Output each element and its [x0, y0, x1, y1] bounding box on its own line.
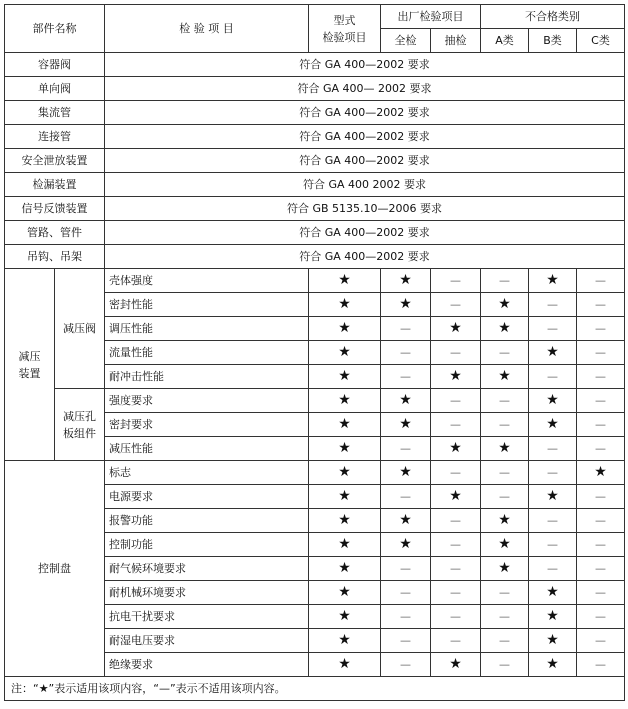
header-defect-class: 不合格类别	[481, 5, 625, 29]
header-class-a: A类	[481, 29, 529, 53]
table-row	[5, 245, 625, 269]
check-item-cell: 调压性能	[105, 317, 309, 341]
not-applicable-dash-mark: —	[381, 437, 431, 461]
applicable-star-mark: ★	[381, 389, 431, 413]
not-applicable-dash-mark: —	[577, 413, 625, 437]
not-applicable-dash-mark: —	[577, 509, 625, 533]
applicable-star-mark: ★	[577, 461, 625, 485]
not-applicable-dash-mark: —	[431, 509, 481, 533]
not-applicable-dash-mark: —	[577, 605, 625, 629]
applicable-star-mark: ★	[481, 365, 529, 389]
applicable-star-mark: ★	[529, 605, 577, 629]
header-type-test	[309, 5, 381, 53]
table-note: 注：“★”表示适用该项内容，“—”表示不适用该项内容。	[5, 677, 625, 701]
not-applicable-dash-mark: —	[431, 293, 481, 317]
applicable-star-mark: ★	[381, 461, 431, 485]
header-type-test-line1: 型式	[333, 13, 356, 27]
applicable-star-mark: ★	[529, 653, 577, 677]
requirement-cell: 符合 GA 400—2002 要求	[105, 53, 625, 77]
table-row	[5, 149, 625, 173]
requirement-cell: 符合 GA 400—2002 要求	[105, 245, 625, 269]
check-item-cell: 耐气候环境要求	[105, 557, 309, 581]
not-applicable-dash-mark: —	[431, 581, 481, 605]
not-applicable-dash-mark: —	[577, 485, 625, 509]
not-applicable-dash-mark: —	[529, 365, 577, 389]
not-applicable-dash-mark: —	[381, 365, 431, 389]
check-item-cell: 耐机械环境要求	[105, 581, 309, 605]
not-applicable-dash-mark: —	[577, 389, 625, 413]
applicable-star-mark: ★	[481, 437, 529, 461]
applicable-star-mark: ★	[309, 533, 381, 557]
check-item-cell: 强度要求	[105, 389, 309, 413]
not-applicable-dash-mark: —	[529, 293, 577, 317]
requirement-cell: 符合 GB 5135.10—2006 要求	[105, 197, 625, 221]
not-applicable-dash-mark: —	[481, 461, 529, 485]
applicable-star-mark: ★	[381, 509, 431, 533]
check-item-cell: 标志	[105, 461, 309, 485]
check-item-cell: 密封性能	[105, 293, 309, 317]
not-applicable-dash-mark: —	[381, 653, 431, 677]
table-row	[5, 389, 625, 413]
not-applicable-dash-mark: —	[381, 317, 431, 341]
subgroup-label-line2: 板组件	[63, 426, 96, 440]
not-applicable-dash-mark: —	[481, 341, 529, 365]
part-name-cell: 容器阀	[5, 53, 105, 77]
group-label-line1: 减压	[18, 349, 41, 363]
not-applicable-dash-mark: —	[577, 269, 625, 293]
not-applicable-dash-mark: —	[577, 557, 625, 581]
not-applicable-dash-mark: —	[381, 341, 431, 365]
applicable-star-mark: ★	[309, 269, 381, 293]
subgroup-orifice-assembly	[55, 389, 105, 461]
applicable-star-mark: ★	[481, 533, 529, 557]
applicable-star-mark: ★	[431, 485, 481, 509]
applicable-star-mark: ★	[309, 557, 381, 581]
not-applicable-dash-mark: —	[529, 509, 577, 533]
subgroup-label-line1: 减压孔	[63, 409, 96, 423]
not-applicable-dash-mark: —	[481, 629, 529, 653]
not-applicable-dash-mark: —	[431, 341, 481, 365]
header-part-name: 部件名称	[5, 5, 105, 53]
not-applicable-dash-mark: —	[577, 341, 625, 365]
not-applicable-dash-mark: —	[431, 461, 481, 485]
applicable-star-mark: ★	[481, 317, 529, 341]
applicable-star-mark: ★	[309, 485, 381, 509]
applicable-star-mark: ★	[529, 413, 577, 437]
not-applicable-dash-mark: —	[577, 437, 625, 461]
not-applicable-dash-mark: —	[529, 557, 577, 581]
not-applicable-dash-mark: —	[481, 389, 529, 413]
header-sample-check: 抽检	[431, 29, 481, 53]
group-control-panel: 控制盘	[5, 461, 105, 677]
not-applicable-dash-mark: —	[481, 269, 529, 293]
not-applicable-dash-mark: —	[431, 269, 481, 293]
table-row	[5, 53, 625, 77]
table-row	[5, 269, 625, 293]
not-applicable-dash-mark: —	[577, 533, 625, 557]
requirement-cell: 符合 GA 400—2002 要求	[105, 101, 625, 125]
applicable-star-mark: ★	[529, 389, 577, 413]
not-applicable-dash-mark: —	[431, 629, 481, 653]
not-applicable-dash-mark: —	[381, 629, 431, 653]
applicable-star-mark: ★	[529, 341, 577, 365]
not-applicable-dash-mark: —	[577, 317, 625, 341]
applicable-star-mark: ★	[431, 437, 481, 461]
check-item-cell: 壳体强度	[105, 269, 309, 293]
applicable-star-mark: ★	[529, 269, 577, 293]
header-type-test-line2: 检验项目	[322, 30, 367, 44]
applicable-star-mark: ★	[309, 413, 381, 437]
applicable-star-mark: ★	[309, 581, 381, 605]
header-class-b: B类	[529, 29, 577, 53]
not-applicable-dash-mark: —	[529, 461, 577, 485]
applicable-star-mark: ★	[431, 317, 481, 341]
part-name-cell: 检漏装置	[5, 173, 105, 197]
not-applicable-dash-mark: —	[481, 581, 529, 605]
check-item-cell: 绝缘要求	[105, 653, 309, 677]
check-item-cell: 密封要求	[105, 413, 309, 437]
table-row	[5, 173, 625, 197]
not-applicable-dash-mark: —	[577, 581, 625, 605]
applicable-star-mark: ★	[309, 341, 381, 365]
part-name-cell: 吊钩、吊架	[5, 245, 105, 269]
not-applicable-dash-mark: —	[381, 485, 431, 509]
not-applicable-dash-mark: —	[381, 581, 431, 605]
not-applicable-dash-mark: —	[431, 557, 481, 581]
applicable-star-mark: ★	[309, 317, 381, 341]
part-name-cell: 单向阀	[5, 77, 105, 101]
applicable-star-mark: ★	[481, 509, 529, 533]
part-name-cell: 信号反馈装置	[5, 197, 105, 221]
table-row	[5, 461, 625, 485]
requirement-cell: 符合 GA 400—2002 要求	[105, 125, 625, 149]
group-label-line2: 装置	[18, 366, 41, 380]
check-item-cell: 抗电干扰要求	[105, 605, 309, 629]
not-applicable-dash-mark: —	[481, 653, 529, 677]
table-row	[5, 197, 625, 221]
applicable-star-mark: ★	[381, 269, 431, 293]
applicable-star-mark: ★	[309, 629, 381, 653]
not-applicable-dash-mark: —	[577, 293, 625, 317]
not-applicable-dash-mark: —	[529, 437, 577, 461]
not-applicable-dash-mark: —	[529, 317, 577, 341]
check-item-cell: 耐湿电压要求	[105, 629, 309, 653]
part-name-cell: 管路、管件	[5, 221, 105, 245]
requirement-cell: 符合 GA 400— 2002 要求	[105, 77, 625, 101]
inspection-table	[4, 4, 625, 701]
applicable-star-mark: ★	[309, 293, 381, 317]
table-row	[5, 77, 625, 101]
applicable-star-mark: ★	[381, 293, 431, 317]
not-applicable-dash-mark: —	[381, 605, 431, 629]
not-applicable-dash-mark: —	[381, 557, 431, 581]
group-pressure-reducing-device	[5, 269, 55, 461]
applicable-star-mark: ★	[529, 485, 577, 509]
applicable-star-mark: ★	[309, 509, 381, 533]
requirement-cell: 符合 GA 400—2002 要求	[105, 221, 625, 245]
check-item-cell: 耐冲击性能	[105, 365, 309, 389]
header-check-item: 检 验 项 目	[105, 5, 309, 53]
not-applicable-dash-mark: —	[431, 413, 481, 437]
part-name-cell: 连接管	[5, 125, 105, 149]
applicable-star-mark: ★	[529, 581, 577, 605]
requirement-cell: 符合 GA 400 2002 要求	[105, 173, 625, 197]
applicable-star-mark: ★	[309, 437, 381, 461]
applicable-star-mark: ★	[309, 365, 381, 389]
applicable-star-mark: ★	[381, 413, 431, 437]
note-row	[5, 677, 625, 701]
part-name-cell: 集流管	[5, 101, 105, 125]
applicable-star-mark: ★	[309, 605, 381, 629]
applicable-star-mark: ★	[431, 365, 481, 389]
not-applicable-dash-mark: —	[481, 485, 529, 509]
not-applicable-dash-mark: —	[529, 533, 577, 557]
check-item-cell: 电源要求	[105, 485, 309, 509]
not-applicable-dash-mark: —	[577, 653, 625, 677]
requirement-cell: 符合 GA 400—2002 要求	[105, 149, 625, 173]
part-name-cell: 安全泄放装置	[5, 149, 105, 173]
not-applicable-dash-mark: —	[481, 413, 529, 437]
check-item-cell: 流量性能	[105, 341, 309, 365]
applicable-star-mark: ★	[481, 557, 529, 581]
check-item-cell: 控制功能	[105, 533, 309, 557]
applicable-star-mark: ★	[309, 461, 381, 485]
header-full-check: 全检	[381, 29, 431, 53]
not-applicable-dash-mark: —	[431, 389, 481, 413]
not-applicable-dash-mark: —	[577, 629, 625, 653]
not-applicable-dash-mark: —	[431, 533, 481, 557]
applicable-star-mark: ★	[481, 293, 529, 317]
applicable-star-mark: ★	[309, 653, 381, 677]
subgroup-reducing-valve: 减压阀	[55, 269, 105, 389]
applicable-star-mark: ★	[431, 653, 481, 677]
not-applicable-dash-mark: —	[577, 365, 625, 389]
not-applicable-dash-mark: —	[431, 605, 481, 629]
not-applicable-dash-mark: —	[481, 605, 529, 629]
applicable-star-mark: ★	[529, 629, 577, 653]
table-row	[5, 101, 625, 125]
table-row	[5, 125, 625, 149]
check-item-cell: 减压性能	[105, 437, 309, 461]
header-class-c: C类	[577, 29, 625, 53]
applicable-star-mark: ★	[381, 533, 431, 557]
check-item-cell: 报警功能	[105, 509, 309, 533]
applicable-star-mark: ★	[309, 389, 381, 413]
header-factory-test: 出厂检验项目	[381, 5, 481, 29]
table-row	[5, 221, 625, 245]
